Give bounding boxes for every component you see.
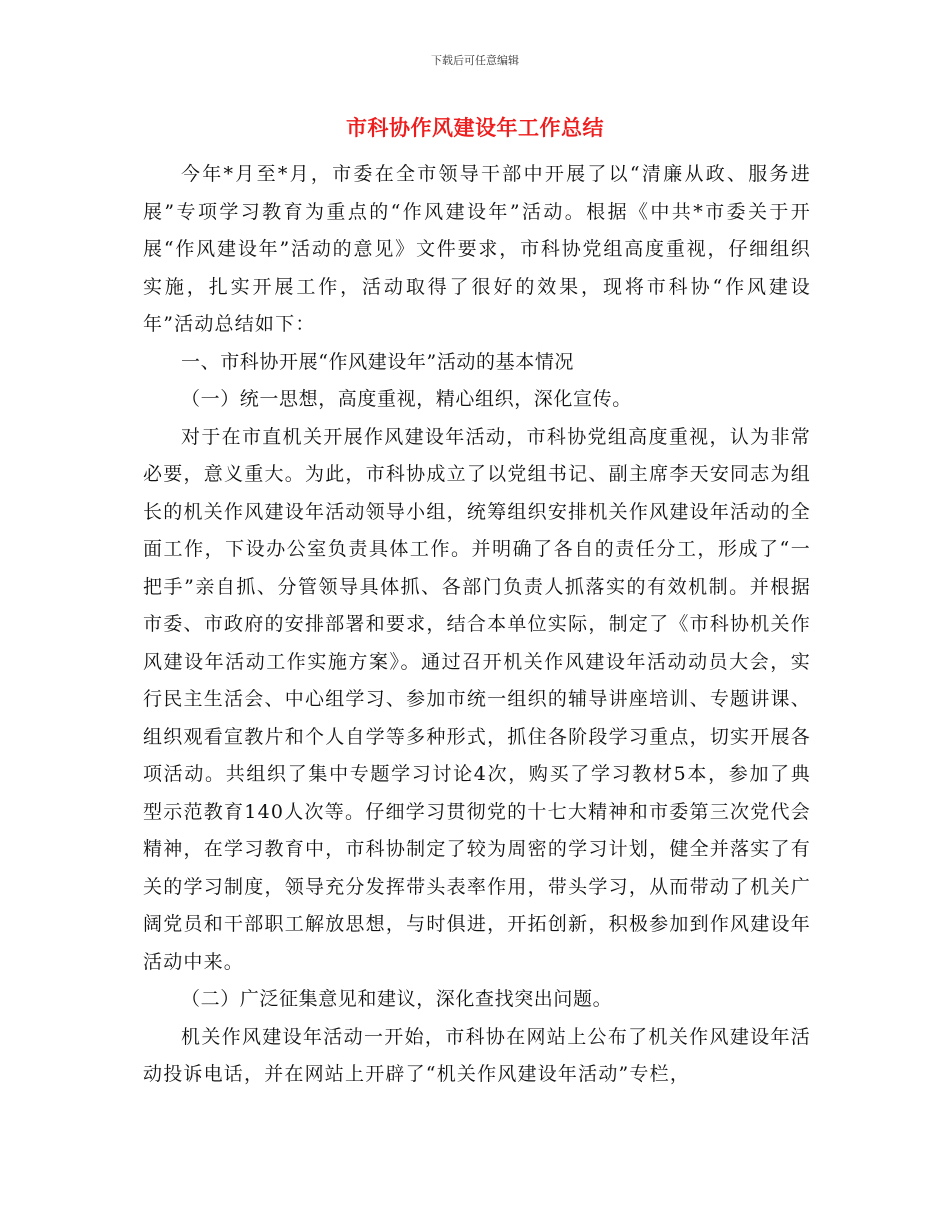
section-heading-1: 一、市科协开展“作风建设年”活动的基本情况 — [181, 350, 575, 373]
intro-paragraph: 今年*月至*月，市委在全市领导干部中开展了以“清廉从政、服务进展”专项学习教育为重点的“作风建设年”活动。根据《中共*市委关于开展“作风建设年”活动的意见》文件要求，市科协党组高度重视，仔细组织实施，扎实开展工作，活动取得了很好的效果，现将市科协“作风建设年”活动总结如下： — [143, 163, 811, 335]
body-paragraph-2: 机关作风建设年活动一开始，市科协在网站上公布了机关作风建设年活动投诉电话，并在网站上开辟了“机关作风建设年活动”专栏， — [143, 1025, 811, 1085]
subsection-heading-2: （二）广泛征集意见和建议，深化查找突出问题。 — [181, 988, 613, 1010]
page-header-note: 下载后可任意编辑 — [431, 54, 519, 67]
document-title: 市科协作风建设年工作总结 — [346, 115, 604, 140]
subsection-heading-1: （一）统一思想，高度重视，精心组织，深化宣传。 — [181, 388, 632, 410]
document-body — [143, 156, 811, 1094]
body-paragraph-1: 对于在市直机关开展作风建设年活动，市科协党组高度重视，认为非常必要，意义重大。为此，市科协成立了以党组书记、副主席李天安同志为组长的机关作风建设年活动领导小组，统筹组织安排机关作风建设年活动的全面工作，下设办公室负责具体工作。并明确了各自的责任分工，形成了“一把手”亲自抓、分管领导具体抓、各部门负责人抓落实的有效机制。并根据市委、市政府的安排部署和要求，结合本单位实际，制定了《市科协机关作风建设年活动工作实施方案》。通过召开机关作风建设年活动动员大会，实行民主生活会、中心组学习、参加市统一组织的辅导讲座培训、专题讲课、组织观看宣教片和个人自学等多种形式，抓住各阶段学习重点，切实开展各项活动。共组织了集中专题学习讨论4次，购买了学习教材5本，参加了典型示范教育140人次等。仔细学习贯彻党的十七大精神和市委第三次党代会精神，在学习教育中，市科协制定了较为周密的学习计划，健全并落实了有关的学习制度，领导充分发挥带头表率作用，带头学习，从而带动了机关广阔党员和干部职工解放思想，与时俱进，开拓创新，积极参加到作风建设年活动中来。 — [143, 425, 811, 973]
